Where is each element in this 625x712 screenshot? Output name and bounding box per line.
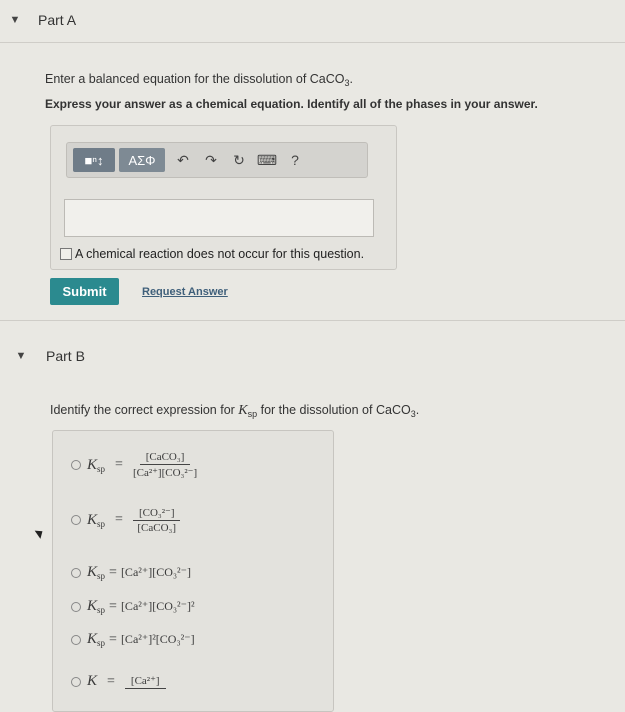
part-a-header[interactable] — [0, 12, 625, 28]
collapse-caret-icon[interactable]: ▼ — [15, 350, 27, 362]
radio-button[interactable] — [71, 515, 81, 525]
reset-icon[interactable]: ↻ — [233, 151, 245, 168]
ksp-option-2[interactable]: $K_{sp}$ = $\frac{\text{[CO₃²⁻]}}{\text{[CaCO₃]}}$ — [71, 506, 180, 534]
template-button[interactable]: ■ⁿ↕ — [73, 148, 115, 172]
collapse-caret-icon[interactable]: ▼ — [9, 14, 21, 26]
mouse-cursor-icon — [35, 527, 46, 539]
equation-input[interactable] — [64, 199, 374, 237]
radio-button[interactable] — [71, 568, 81, 578]
divider — [0, 42, 625, 43]
ksp-options — [52, 430, 334, 712]
keyboard-icon[interactable]: ⌨ — [256, 151, 278, 168]
ksp-option-3[interactable]: $K_{sp}$ = [Ca²⁺][CO₃²⁻] — [71, 564, 191, 581]
part-b-title: Part B — [46, 348, 85, 364]
help-icon[interactable]: ? — [291, 152, 299, 168]
part-a-prompt: Enter a balanced equation for the dissolution of CaCO$_3$. — [45, 72, 353, 88]
no-reaction-checkbox[interactable] — [60, 248, 72, 260]
ksp-option-4[interactable]: $K_{sp}$ = [Ca²⁺][CO₃²⁻]² — [71, 598, 195, 615]
radio-button[interactable] — [71, 460, 81, 470]
checkbox-label: A chemical reaction does not occur for this question. — [75, 247, 365, 261]
ksp-option-6[interactable]: K = [Ca²⁺] — [71, 673, 166, 690]
radio-button[interactable] — [71, 602, 81, 612]
no-reaction-checkbox-row[interactable] — [60, 247, 364, 261]
answer-box — [50, 125, 397, 270]
redo-icon[interactable]: ↷ — [205, 151, 217, 168]
ksp-option-1[interactable]: $K_{sp}$ = $\frac{\text{[CaCO₃]}}{\text{[Ca²⁺][CO₃²⁻]}}$ — [71, 451, 197, 479]
radio-button[interactable] — [71, 635, 81, 645]
part-b-header[interactable] — [0, 348, 625, 364]
part-b-prompt: Identify the correct expression for $K_{sp}$ for the dissolution of CaCO$_3$. — [50, 403, 420, 419]
part-a-title: Part A — [38, 12, 77, 28]
equation-toolbar — [66, 142, 368, 178]
ksp-option-5[interactable]: $K_{sp}$ = [Ca²⁺]²[CO₃²⁻] — [71, 631, 195, 648]
symbols-button[interactable]: ΑΣΦ — [119, 148, 165, 172]
divider — [0, 320, 625, 321]
part-a-instructions: Express your answer as a chemical equation. Identify all of the phases in your answer. — [45, 97, 538, 111]
undo-icon[interactable]: ↶ — [177, 151, 189, 168]
radio-button[interactable] — [71, 677, 81, 687]
submit-button[interactable]: Submit — [50, 278, 119, 305]
request-answer-link[interactable]: Request Answer — [142, 286, 228, 298]
